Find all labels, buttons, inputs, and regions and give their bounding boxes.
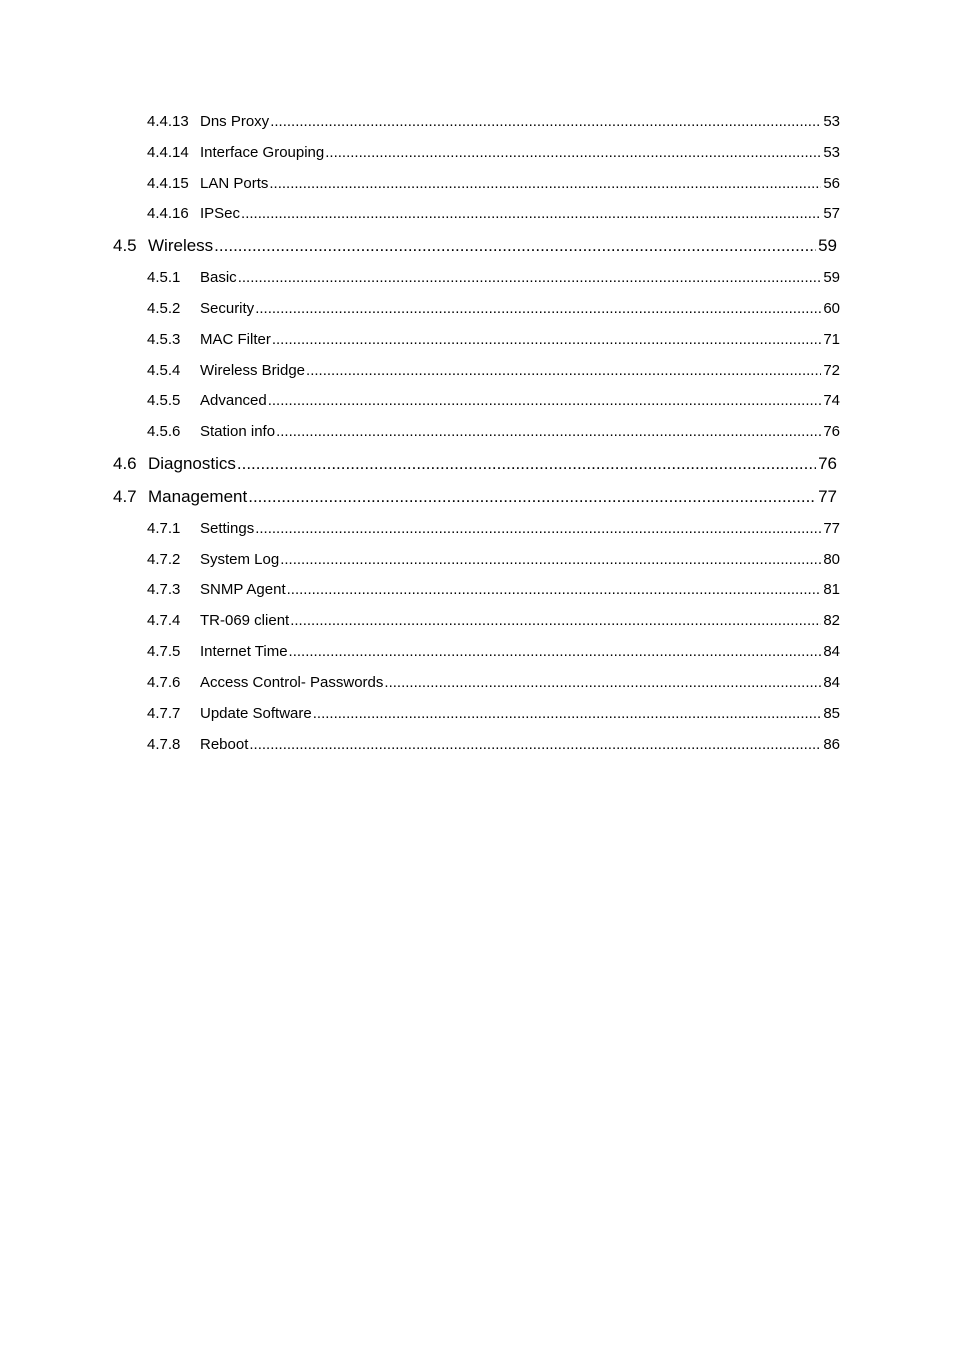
toc-entry-page: 86 (823, 736, 840, 753)
toc-entry-number: 4.5.3 (147, 331, 181, 348)
toc-entry-number: 4.6 (113, 454, 137, 473)
dot-leader (237, 454, 816, 474)
toc-entry-page: 77 (823, 520, 840, 537)
toc-section-entry[interactable] (113, 454, 837, 476)
toc-entry-title: Access Control- Passwords (200, 674, 384, 691)
toc-entry-title: Diagnostics (148, 454, 236, 473)
toc-entry-number: 4.7.5 (147, 643, 181, 660)
toc-entry-title: Security (200, 300, 255, 317)
toc-entry-number: 4.7.4 (147, 612, 181, 629)
toc-entry-page: 59 (818, 236, 837, 255)
toc-entry-number: 4.5.6 (147, 423, 181, 440)
dot-leader (248, 487, 816, 507)
toc-entry-title: TR-069 client (200, 612, 290, 629)
dot-leader (249, 736, 821, 753)
toc-entry-page: 59 (823, 269, 840, 286)
toc-entry-title: Interface Grouping (200, 144, 325, 161)
dot-leader (255, 520, 821, 537)
toc-entry-title: Advanced (200, 392, 267, 409)
toc-entry-number: 4.4.15 (147, 175, 189, 192)
toc-entry-page: 71 (823, 331, 840, 348)
toc-entry-number: 4.4.13 (147, 113, 189, 130)
toc-entry[interactable] (147, 392, 840, 412)
dot-leader (384, 674, 821, 691)
toc-section-entry[interactable] (113, 487, 837, 509)
toc-entry-title: LAN Ports (200, 175, 269, 192)
toc-entry[interactable] (147, 643, 840, 663)
toc-entry-number: 4.4.14 (147, 144, 189, 161)
toc-entry[interactable] (147, 674, 840, 694)
toc-entry-number: 4.7.7 (147, 705, 181, 722)
toc-section-entry[interactable] (113, 236, 837, 258)
toc-entry-page: 57 (823, 205, 840, 222)
dot-leader (287, 581, 822, 598)
dot-leader (272, 331, 821, 348)
dot-leader (238, 269, 822, 286)
toc-entry-page: 80 (823, 551, 840, 568)
toc-entry[interactable] (147, 423, 840, 443)
toc-entry-number: 4.7.1 (147, 520, 181, 537)
toc-entry-number: 4.5.2 (147, 300, 181, 317)
toc-entry-number: 4.7.3 (147, 581, 181, 598)
toc-entry-title: Internet Time (200, 643, 288, 660)
toc-entry-page: 81 (823, 581, 840, 598)
toc-entry-number: 4.5.4 (147, 362, 181, 379)
toc-entry-number: 4.7.8 (147, 736, 181, 753)
dot-leader (214, 236, 816, 256)
toc-entry-title: SNMP Agent (200, 581, 286, 598)
dot-leader (325, 144, 821, 161)
toc-entry-page: 84 (823, 643, 840, 660)
toc-entry-title: Station info (200, 423, 276, 440)
toc-entry-page: 53 (823, 113, 840, 130)
toc-entry[interactable] (147, 205, 840, 225)
toc-entry[interactable] (147, 144, 840, 164)
toc-entry-title: Wireless (148, 236, 214, 255)
toc-entry-number: 4.4.16 (147, 205, 189, 222)
dot-leader (255, 300, 821, 317)
toc-entry-title: Update Software (200, 705, 312, 722)
toc-entry-page: 77 (818, 487, 837, 506)
toc-entry-title: Settings (200, 520, 255, 537)
toc-entry[interactable] (147, 300, 840, 320)
toc-entry-title: Reboot (200, 736, 249, 753)
toc-entry-number: 4.7.6 (147, 674, 181, 691)
toc-entry[interactable] (147, 269, 840, 289)
dot-leader (280, 551, 821, 568)
dot-leader (241, 205, 821, 222)
toc-entry-page: 82 (823, 612, 840, 629)
toc-entry[interactable] (147, 551, 840, 571)
toc-entry-number: 4.7 (113, 487, 137, 506)
toc-entry-title: System Log (200, 551, 280, 568)
toc-entry[interactable] (147, 736, 840, 756)
dot-leader (313, 705, 822, 722)
dot-leader (306, 362, 821, 379)
toc-entry-title: Dns Proxy (200, 113, 270, 130)
toc-entry-page: 56 (823, 175, 840, 192)
toc-entry[interactable] (147, 581, 840, 601)
toc-entry-page: 53 (823, 144, 840, 161)
toc-entry-title: Management (148, 487, 248, 506)
dot-leader (270, 113, 821, 130)
dot-leader (268, 392, 822, 409)
dot-leader (290, 612, 821, 629)
toc-entry-page: 74 (823, 392, 840, 409)
toc-entry-title: Basic (200, 269, 237, 286)
toc-entry-page: 84 (823, 674, 840, 691)
toc-entry-page: 60 (823, 300, 840, 317)
toc-entry-number: 4.7.2 (147, 551, 181, 568)
toc-entry-page: 76 (818, 454, 837, 473)
toc-entry-number: 4.5.1 (147, 269, 181, 286)
toc-entry-number: 4.5 (113, 236, 137, 255)
dot-leader (276, 423, 821, 440)
toc-entry-page: 76 (823, 423, 840, 440)
toc-entry[interactable] (147, 612, 840, 632)
toc-entry[interactable] (147, 175, 840, 195)
toc-entry[interactable] (147, 331, 840, 351)
dot-leader (289, 643, 822, 660)
dot-leader (269, 175, 821, 192)
toc-entry-page: 85 (823, 705, 840, 722)
toc-entry[interactable] (147, 362, 840, 382)
toc-entry-title: IPSec (200, 205, 241, 222)
toc-entry[interactable] (147, 705, 840, 725)
toc-entry-title: Wireless Bridge (200, 362, 306, 379)
toc-entry[interactable] (147, 113, 840, 133)
toc-entry-page: 72 (823, 362, 840, 379)
toc-entry-number: 4.5.5 (147, 392, 181, 409)
toc-entry-title: MAC Filter (200, 331, 271, 348)
toc-entry[interactable] (147, 520, 840, 540)
